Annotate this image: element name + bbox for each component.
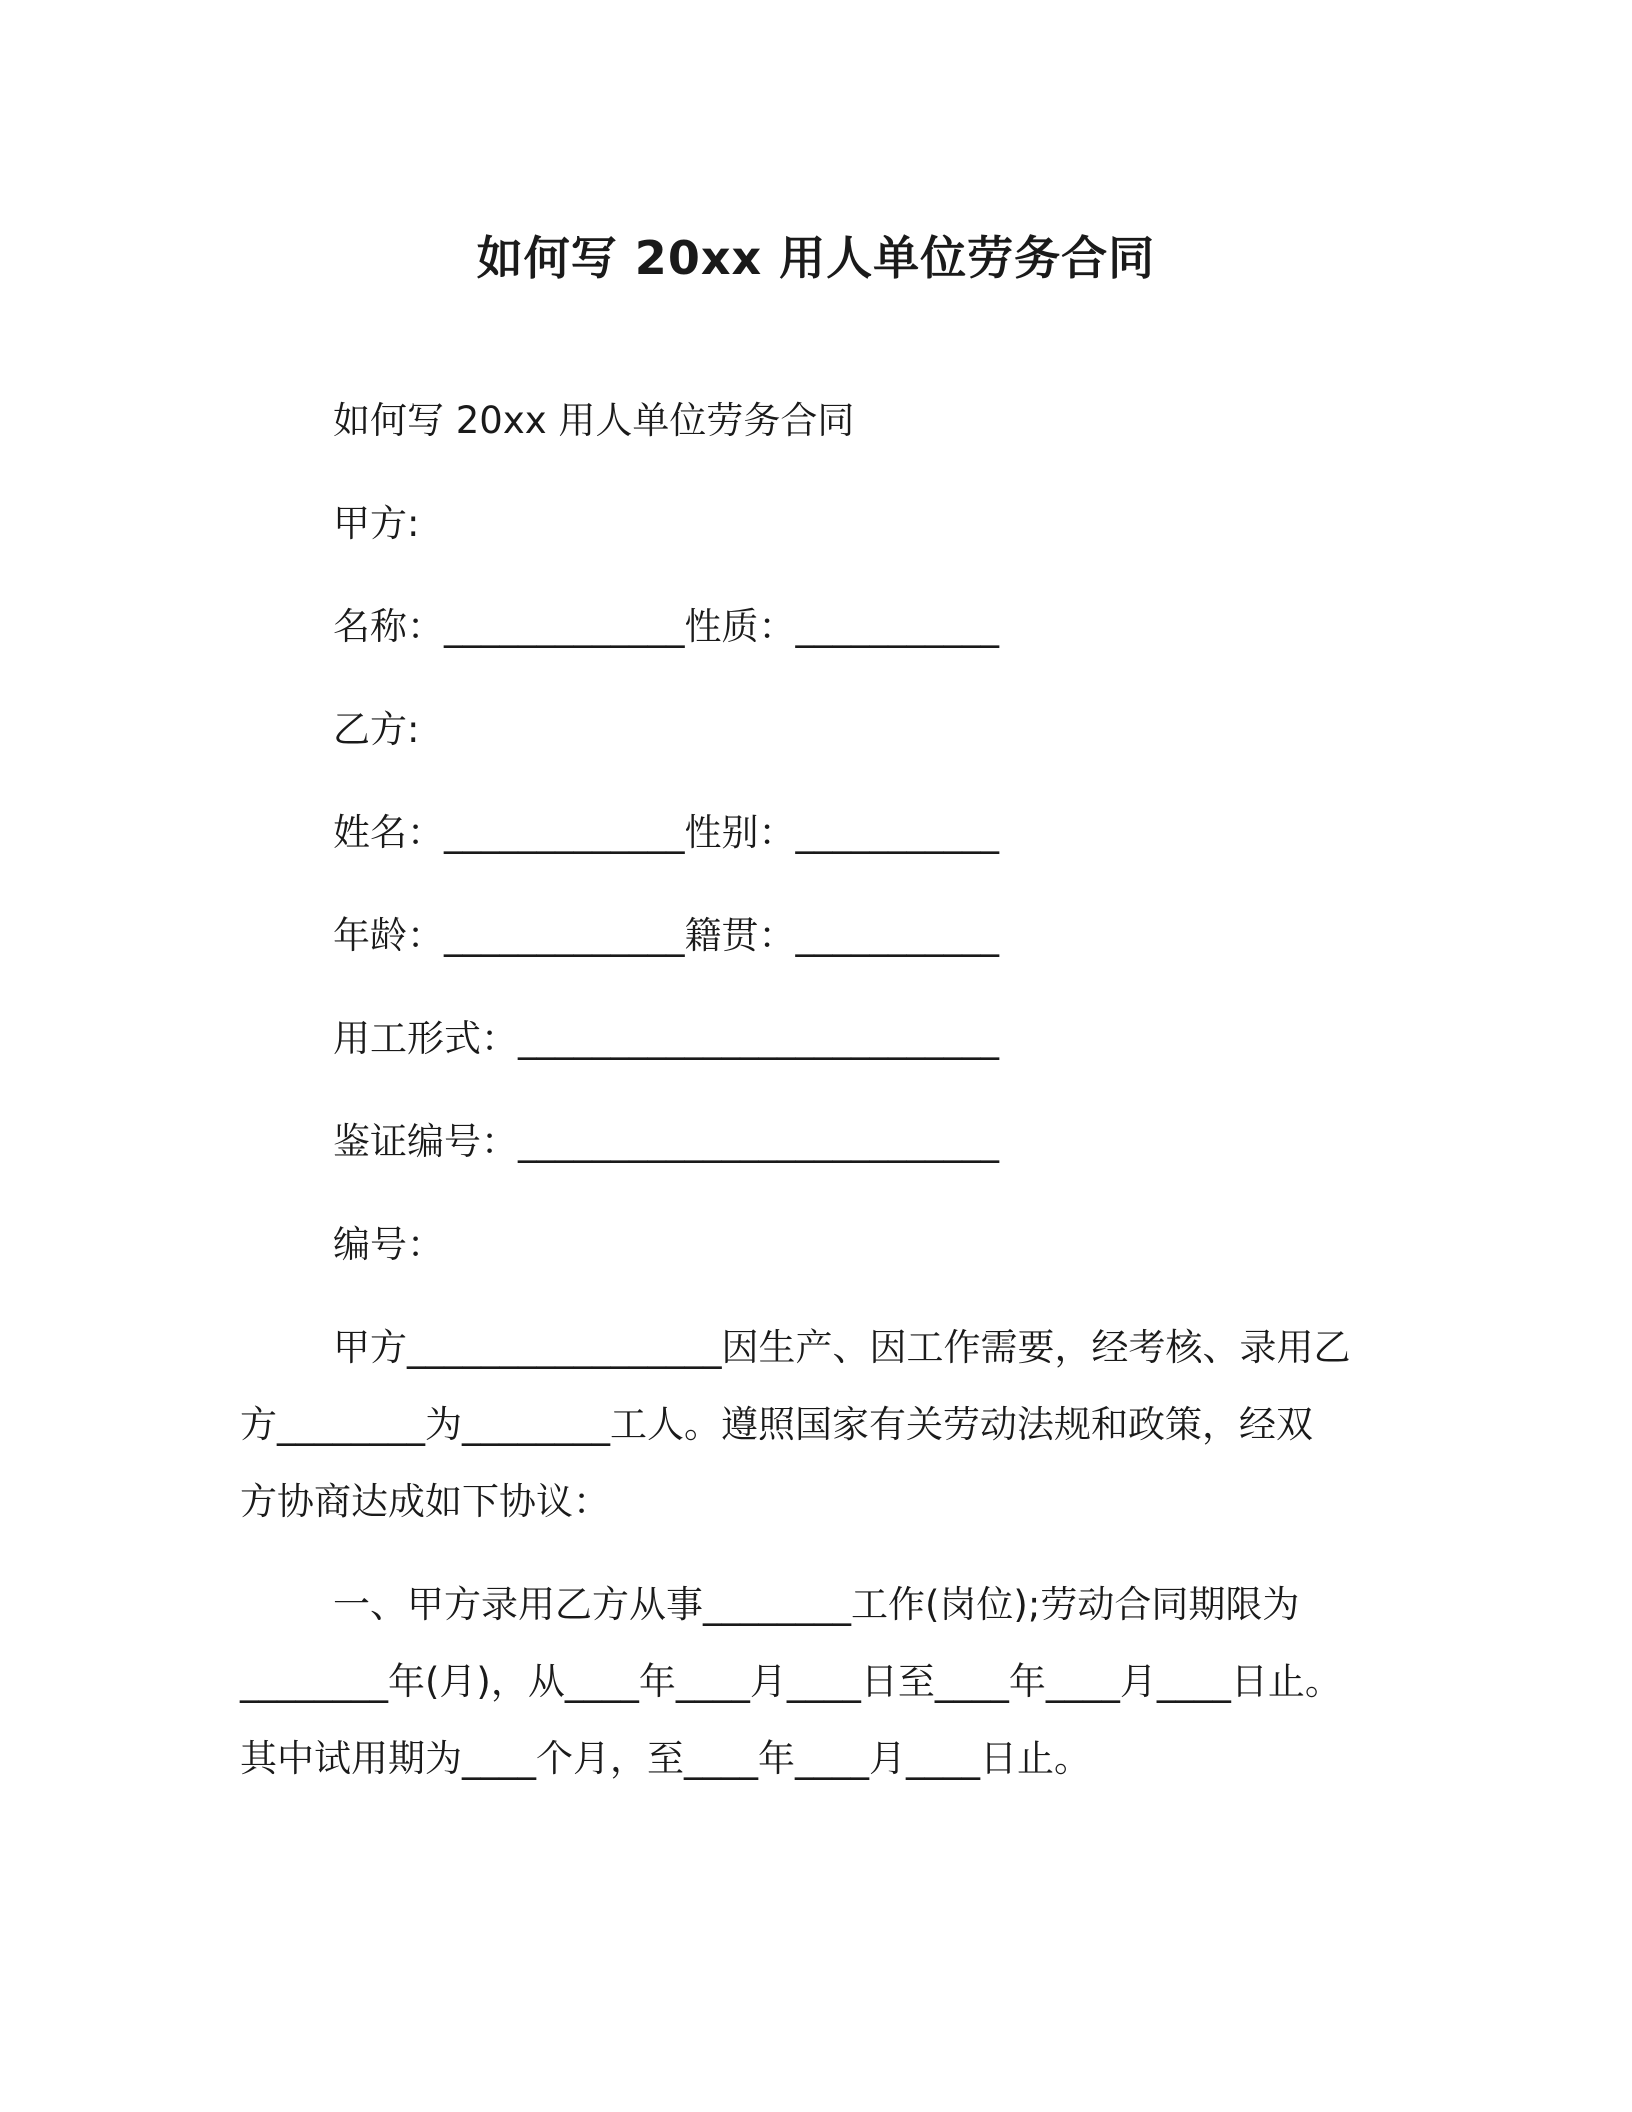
verification-number-field: 鉴证编号：__________________________ (333, 1120, 999, 1163)
document-subtitle: 如何写 20xx 用人单位劳务合同 (333, 399, 855, 442)
party-a-heading: 甲方: (333, 502, 420, 545)
clause-one-line-2: ________年(月)，从____年____月____日至____年____月____日止。 (240, 1660, 1342, 1703)
number-field: 编号： (333, 1223, 444, 1266)
employment-form-field: 用工形式：__________________________ (333, 1017, 999, 1060)
party-b-name-gender-field: 姓名：_____________性别：___________ (333, 811, 999, 854)
intro-paragraph-line-1: 甲方_________________因生产、因工作需要，经考核、录用乙 (333, 1326, 1351, 1369)
party-b-age-origin-field: 年龄：_____________籍贯：___________ (333, 914, 999, 957)
intro-paragraph-line-3: 方协商达成如下协议： (240, 1480, 610, 1523)
document-title: 如何写 20xx 用人单位劳务合同 (476, 231, 1156, 285)
intro-paragraph-line-2: 方________为________工人。遵照国家有关劳动法规和政策，经双 (240, 1403, 1313, 1446)
clause-one-line-3: 其中试用期为____个月，至____年____月____日止。 (240, 1737, 1091, 1780)
party-a-name-nature-field: 名称：_____________性质：___________ (333, 605, 999, 648)
clause-one-line-1: 一、甲方录用乙方从事________工作(岗位);劳动合同期限为 (333, 1583, 1300, 1626)
party-b-heading: 乙方: (333, 708, 420, 751)
